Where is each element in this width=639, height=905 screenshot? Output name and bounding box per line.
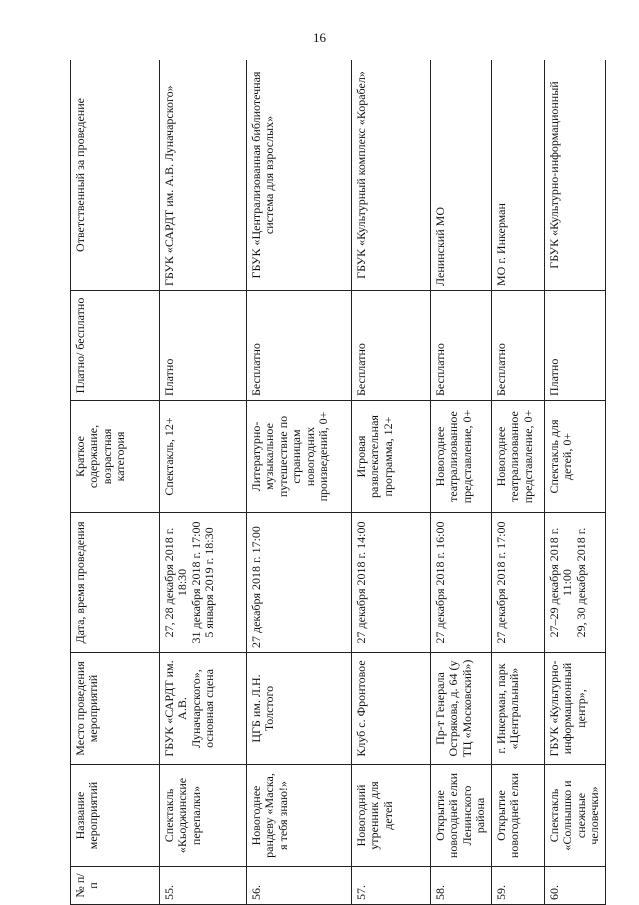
cell-name: Новогодний утренник для детей <box>352 765 431 867</box>
table-viewport <box>70 60 620 905</box>
cell-summary: Спектакль для детей, 0+ <box>544 401 605 513</box>
cell-datetime: 27, 28 декабря 2018 г. 18:30 31 декабря 2018 г. 17:00 5 января 2019 г. 18:30 <box>160 513 247 653</box>
header-datetime: Дата, время проведения <box>71 513 160 653</box>
cell-summary: Новогоднее театрализованное представление, 0+ <box>431 401 492 513</box>
cell-place: ГБУК «САРДТ им. А.В. Луначарского», основная сцена <box>160 653 247 765</box>
header-name: Название мероприятий <box>71 765 160 867</box>
cell-datetime: 27–29 декабря 2018 г. 11:00 29, 30 декабря 2018 г. <box>544 513 605 653</box>
cell-responsible: ГБУК «САРДТ им. А.В. Луначарского» <box>160 60 247 291</box>
cell-paid: Платно <box>160 291 247 401</box>
cell-paid: Бесплатно <box>247 291 352 401</box>
cell-paid: Бесплатно <box>352 291 431 401</box>
cell-number: 58. <box>431 867 492 905</box>
header-responsible: Ответственный за проведение <box>71 60 160 291</box>
cell-datetime: 27 декабря 2018 г. 16:00 <box>431 513 492 653</box>
cell-summary: Спектакль, 12+ <box>160 401 247 513</box>
cell-responsible: ГБУК «Культурно-информационный <box>544 60 605 291</box>
cell-datetime: 27 декабря 2018 г. 14:00 <box>352 513 431 653</box>
header-summary: Краткое содержание, возрастная категория <box>71 401 160 513</box>
table-row <box>160 60 247 905</box>
cell-number: 60. <box>544 867 605 905</box>
events-table <box>70 60 606 905</box>
cell-place: ГБУК «Культурно-информационный центр», <box>544 653 605 765</box>
cell-responsible: МО г. Инкерман <box>491 60 544 291</box>
cell-name: Открытие новогодней елки Ленинского района <box>431 765 492 867</box>
rotated-page-content <box>70 60 620 905</box>
cell-summary: Новогоднее театрализованное представление, 0+ <box>491 401 544 513</box>
cell-name: Новогоднее рандеву «Маска, я тебя знаю!» <box>247 765 352 867</box>
cell-summary: Литературно-музыкальное путешествие по страницам новогодних произведений, 0+ <box>247 401 352 513</box>
cell-number: 59. <box>491 867 544 905</box>
cell-number: 56. <box>247 867 352 905</box>
cell-name: Открытие новогодней елки <box>491 765 544 867</box>
cell-place: ЦГБ им. Л.Н. Толстого <box>247 653 352 765</box>
cell-paid: Платно <box>544 291 605 401</box>
cell-name: Спектакль «Кьоджинские перепалки» <box>160 765 247 867</box>
cell-number: 55. <box>160 867 247 905</box>
table-row <box>431 60 492 905</box>
cell-place: Пр-т Генерала Острякова, д. 64 (у ТЦ «Московский») <box>431 653 492 765</box>
page-number: 16 <box>313 30 326 45</box>
cell-place: г. Инкерман, парк «Центральный» <box>491 653 544 765</box>
header-number: № п/п <box>71 867 160 905</box>
cell-datetime: 27 декабря 2018 г. 17:00 <box>491 513 544 653</box>
cell-number: 57. <box>352 867 431 905</box>
table-header-row <box>71 60 160 905</box>
table-row <box>247 60 352 905</box>
cell-paid: Бесплатно <box>491 291 544 401</box>
cell-paid: Бесплатно <box>431 291 492 401</box>
header-paid: Платно/ бесплатно <box>71 291 160 401</box>
table-row <box>352 60 431 905</box>
table-row <box>544 60 605 905</box>
cell-datetime: 27 декабря 2018 г. 17:00 <box>247 513 352 653</box>
header-place: Место проведения мероприятий <box>71 653 160 765</box>
cell-responsible: Ленинский МО <box>431 60 492 291</box>
cell-name: Спектакль «Солнышко и снежные человечки» <box>544 765 605 867</box>
cell-responsible: ГБУК «Централизованная библиотечная система для взрослых» <box>247 60 352 291</box>
table-row <box>491 60 544 905</box>
cell-responsible: ГБУК «Культурный комплекс «Корабел» <box>352 60 431 291</box>
cell-place: Клуб с. Фронтовое <box>352 653 431 765</box>
cell-summary: Игровая развлекательная программа, 12+ <box>352 401 431 513</box>
